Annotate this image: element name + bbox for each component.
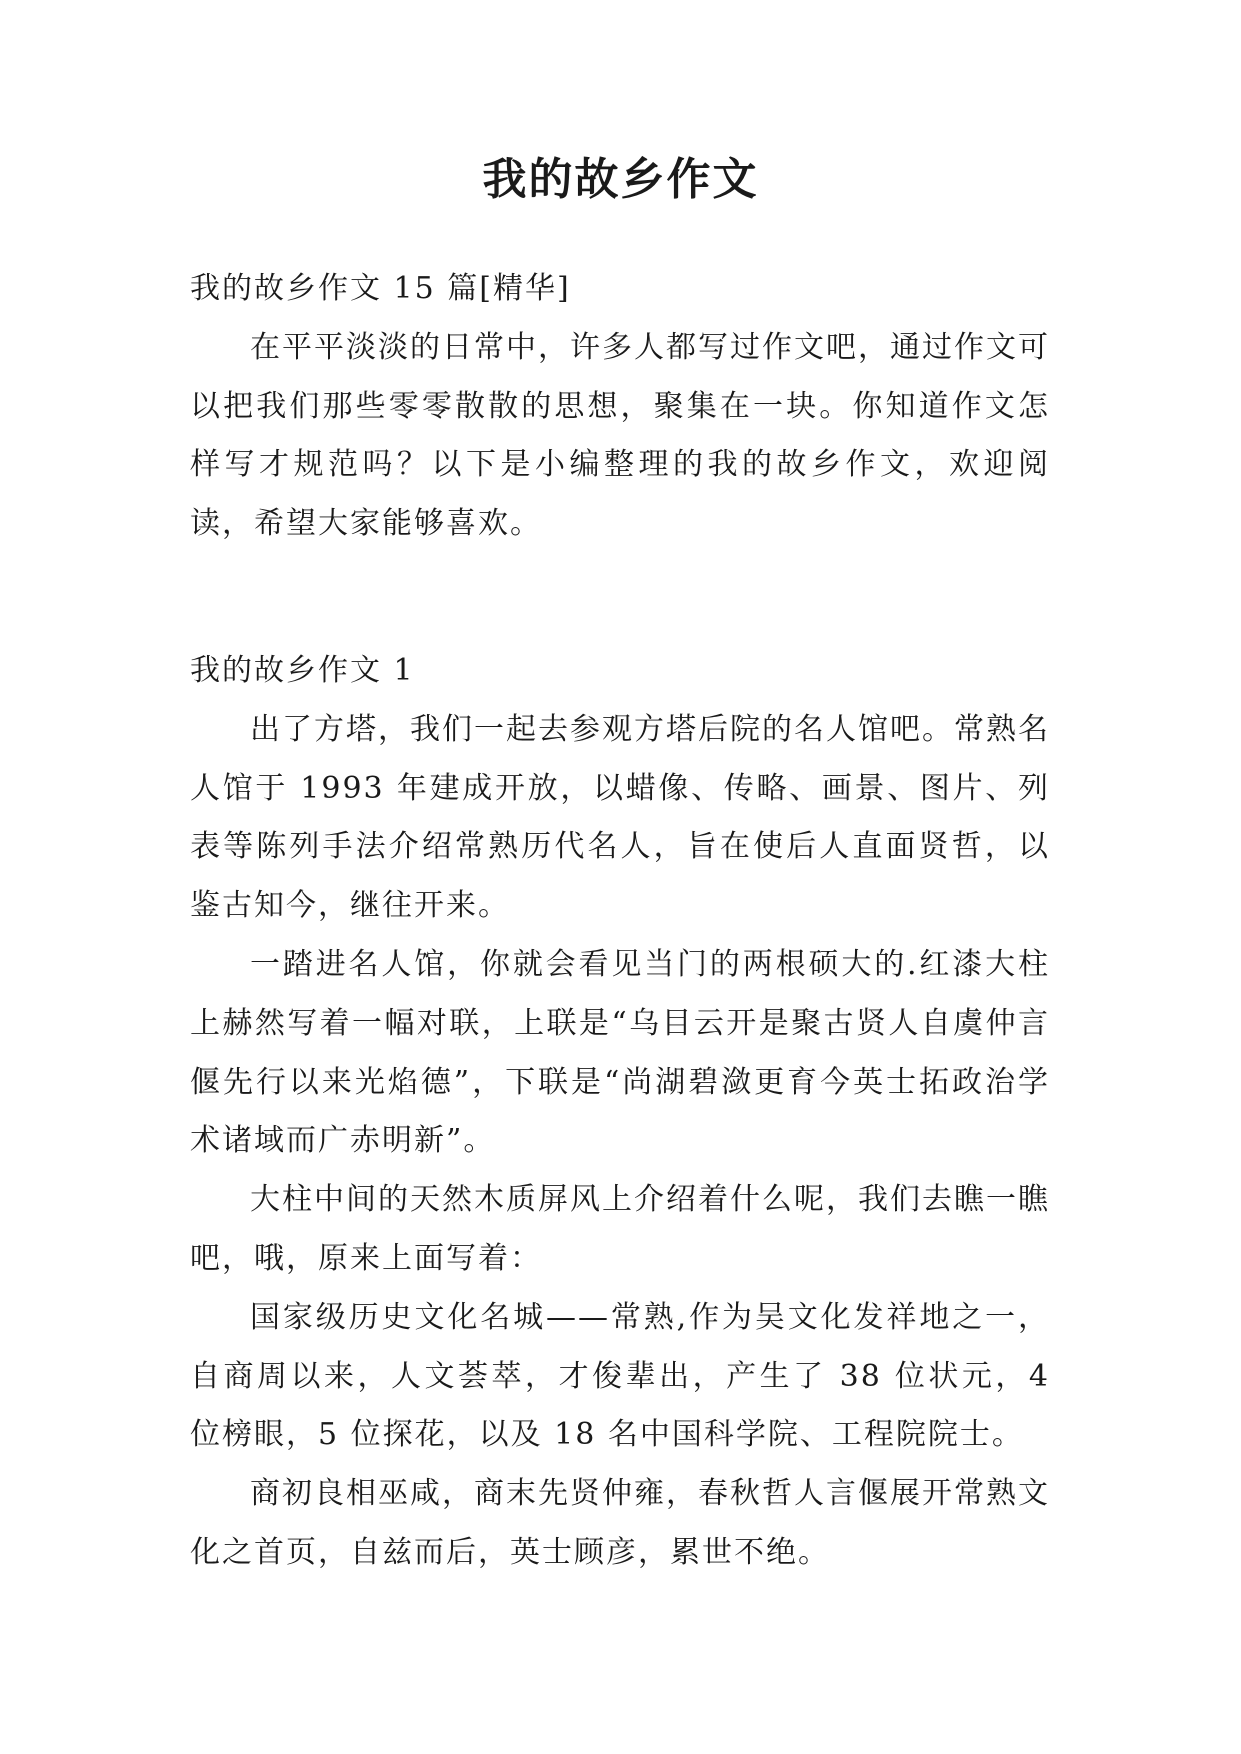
document-title: 我的故乡作文 xyxy=(482,154,759,205)
document-body xyxy=(190,260,1050,1583)
body-paragraph-5: 商初良相巫咸，商末先贤仲雍，春秋哲人言偃展开常熟文化之首页，自兹而后，英士顾彦，累世不绝。 xyxy=(190,1476,1050,1570)
body-paragraph-3: 大柱中间的天然木质屏风上介绍着什么呢，我们去瞧一瞧吧，哦，原来上面写着： xyxy=(190,1182,1050,1276)
section-heading: 我的故乡作文 1 xyxy=(190,652,415,688)
document-subtitle: 我的故乡作文 15 篇[精华] xyxy=(190,271,571,306)
section-spacer xyxy=(190,554,1050,642)
intro-paragraph: 在平平淡淡的日常中，许多人都写过作文吧，通过作文可以把我们那些零零散散的思想，聚集在一块。你知道作文怎样写才规范吗？以下是小编整理的我的故乡作文，欢迎阅读，希望大家能够喜欢。 xyxy=(190,329,1050,542)
body-paragraph-2: 一踏进名人馆，你就会看见当门的两根硕大的.红漆大柱上赫然写着一幅对联，上联是“乌目云开是聚古贤人自虞仲言偃先行以来光焰德”，下联是“尚湖碧潋更育今英士拓政治学术诸域而广赤明新”。 xyxy=(190,946,1050,1159)
body-paragraph-1: 出了方塔，我们一起去参观方塔后院的名人馆吧。常熟名人馆于 1993 年建成开放，以蜡像、传略、画景、图片、列表等陈列手法介绍常熟历代名人，旨在使后人直面贤哲，以鉴古知今，继往开来。 xyxy=(190,711,1050,924)
body-paragraph-4: 国家级历史文化名城——常熟,作为吴文化发祥地之一，自商周以来，人文荟萃，才俊辈出，产生了 38 位状元，4 位榜眼，5 位探花，以及 18 名中国科学院、工程院院士。 xyxy=(190,1299,1050,1453)
